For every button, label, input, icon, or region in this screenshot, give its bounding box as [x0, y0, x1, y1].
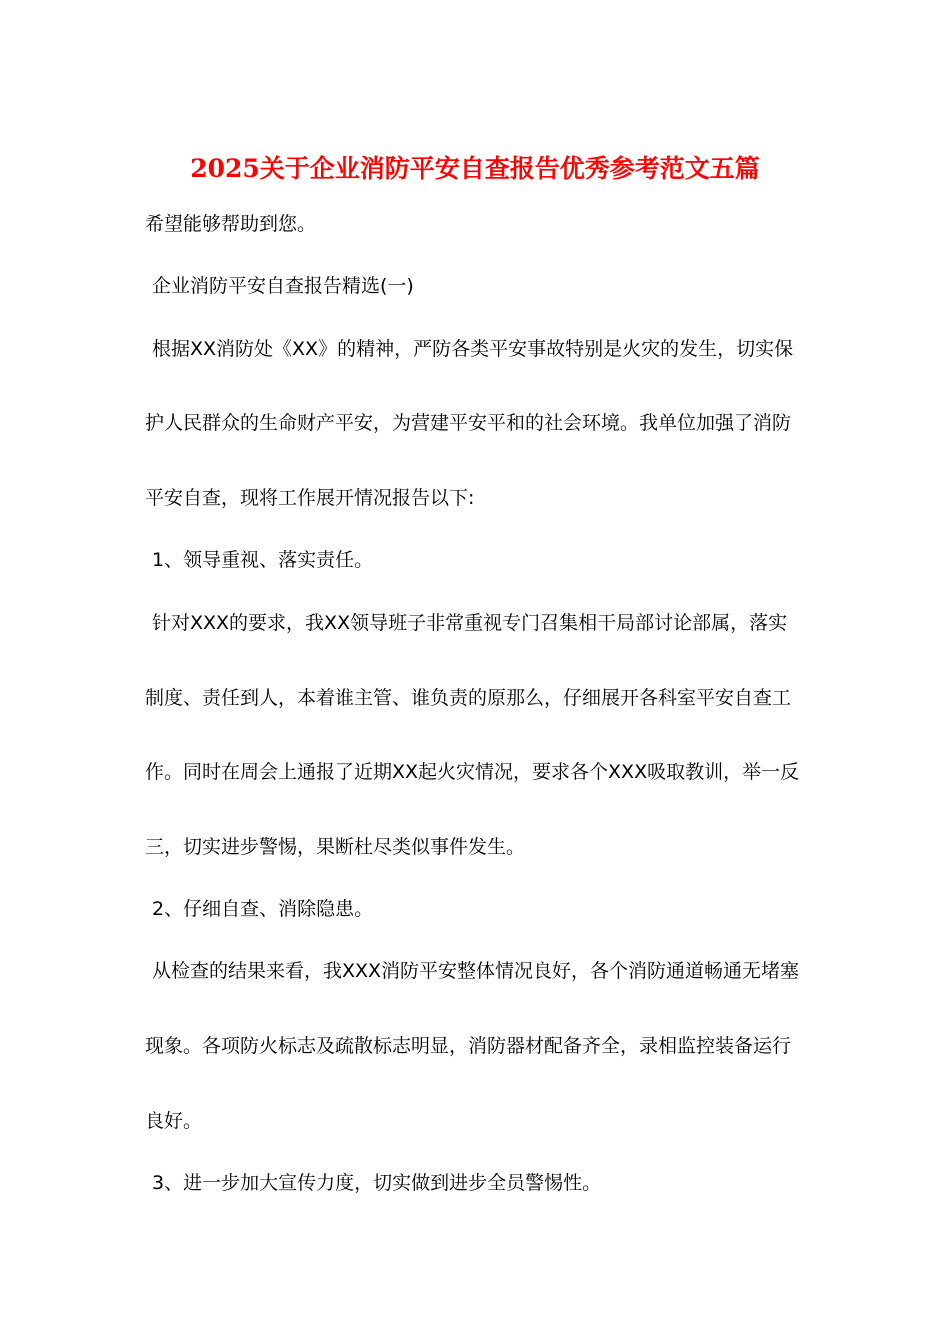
paragraph-line: 护人民群众的生命财产平安，为营建平安平和的社会环境。我单位加强了消防: [145, 412, 792, 434]
list-item-heading: 3、进一步加大宣传力度，切实做到进步全员警惕性。: [152, 1172, 602, 1194]
paragraph-line: 从检查的结果来看，我XXX消防平安整体情况良好，各个消防通道畅通无堵塞: [152, 960, 800, 982]
paragraph-line: 制度、责任到人，本着谁主管、谁负责的原那么，仔细展开各科室平安自查工: [145, 687, 792, 709]
paragraph-line: 良好。: [145, 1110, 203, 1132]
list-item-heading: 2、仔细自查、消除隐患。: [152, 898, 374, 920]
paragraph-line: 三，切实进步警惕，果断杜尽类似事件发生。: [145, 836, 526, 858]
list-item-heading: 1、领导重视、落实责任。: [152, 549, 374, 571]
paragraph-line: 现象。各项防火标志及疏散标志明显，消防器材配备齐全，录相监控装备运行: [145, 1035, 792, 1057]
document-title: 2025关于企业消防平安自查报告优秀参考范文五篇: [190, 154, 760, 183]
intro-line: 希望能够帮助到您。: [145, 213, 317, 235]
paragraph-line: 根据XX消防处《XX》的精神，严防各类平安事故特别是火灾的发生，切实保: [152, 338, 794, 360]
paragraph-line: 作。同时在周会上通报了近期XX起火灾情况，要求各个XXX吸取教训，举一反: [145, 761, 800, 783]
paragraph-line: 针对XXX的要求，我XX领导班子非常重视专门召集相干局部讨论部属，落实: [152, 612, 788, 634]
section-heading: 企业消防平安自查报告精选(一): [152, 275, 414, 297]
paragraph-line: 平安自查，现将工作展开情况报告以下:: [145, 487, 475, 509]
